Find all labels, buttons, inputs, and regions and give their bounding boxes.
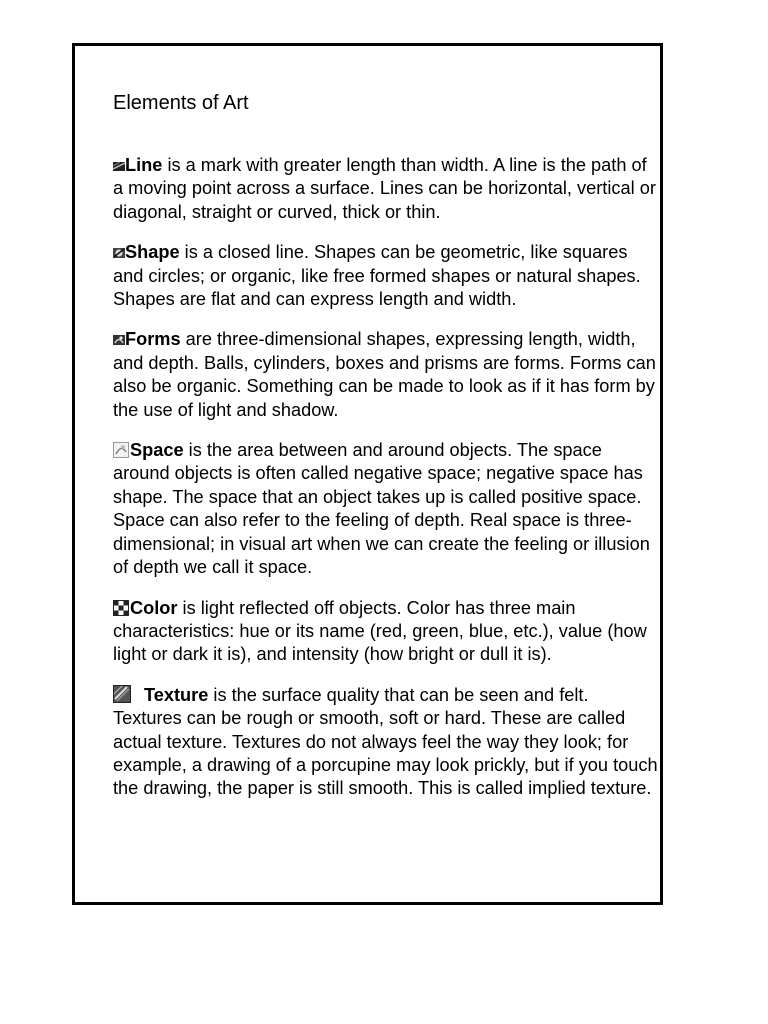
forms-icon <box>113 334 125 346</box>
entry-space <box>113 439 658 579</box>
entry-text: is a closed line. Shapes can be geometric, like squares and circles; or organic, like free formed shapes or natural shapes. Shapes are flat and can express length and width. <box>113 242 641 310</box>
entry-term: Line <box>125 155 163 175</box>
texture-icon <box>113 685 131 703</box>
entry-forms <box>113 328 658 422</box>
entry-text: is a mark with greater length than width. A line is the path of a moving point across a surface. Lines can be horizontal, vertical or diagonal, straight or curved, thick or thin. <box>113 155 656 222</box>
entry-term: Texture <box>144 684 209 705</box>
entry-shape <box>113 241 658 311</box>
entry-term: Space <box>130 440 184 461</box>
shape-icon <box>113 247 125 259</box>
entry-text: are three-dimensional shapes, expressing length, width, and depth. Balls, cylinders, boxes and prisms are forms. Forms can also be organic. Something can be made to look as if it has form by the use of light and shadow. <box>113 329 656 420</box>
entry-text: is the surface quality that can be seen and felt. Textures can be rough or smooth, soft or hard. These are called actual texture. Textures do not always feel the way they look; for example, a drawing of a porcupine may look prickly, but if you touch the drawing, the paper is still smooth. This is called implied texture. <box>113 684 658 799</box>
line-icon <box>113 160 125 172</box>
color-icon <box>113 600 129 616</box>
entry-color <box>113 597 658 667</box>
entry-term: Shape <box>125 242 180 263</box>
space-icon <box>113 442 129 458</box>
entry-line <box>113 154 658 224</box>
elements-list <box>113 154 658 818</box>
entry-text: is the area between and around objects. The space around objects is often called negative space; negative space has shape. The space that an object takes up is called positive space. Space can also refer to the feeling of depth. Real space is three-dimensional; in visual art when we can create the feeling or illusion of depth we call it space. <box>113 440 650 578</box>
entry-term: Forms <box>125 329 181 350</box>
entry-texture <box>113 684 658 801</box>
entry-text: is light reflected off objects. Color has three main characteristics: hue or its name (red, green, blue, etc.), value (how light or dark it is), and intensity (how bright or dull it is). <box>113 597 647 665</box>
entry-term: Color <box>130 597 178 618</box>
page-title: Elements of Art <box>113 92 249 114</box>
